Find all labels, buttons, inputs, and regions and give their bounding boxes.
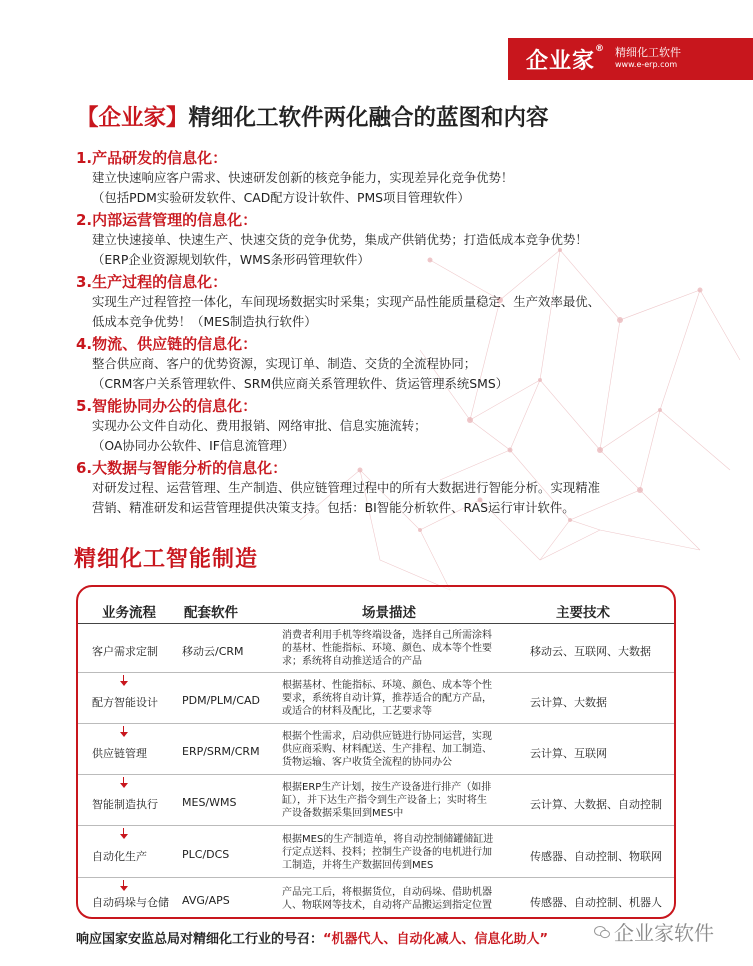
footer-quote: “机器代人、自动化减人、信息化助人”: [323, 932, 549, 947]
title-bracket-open: 【: [76, 105, 99, 131]
header-divider: [78, 623, 674, 624]
row-divider: [78, 774, 674, 775]
section-production: [76, 272, 676, 331]
section-heading: 2.内部运营管理的信息化：: [76, 211, 258, 229]
brand-logo: [508, 38, 753, 80]
row-divider: [78, 723, 674, 724]
row-divider: [78, 877, 674, 878]
row-software: PLC/DCS: [182, 848, 230, 861]
section-line: 实现办公文件自动化、费用报销、网络审批、信息实施流转；: [92, 418, 427, 433]
section-office: [76, 396, 676, 455]
section-line: （包括PDM实验研发软件、CAD配方设计软件、PMS项目管理软件）: [92, 189, 470, 205]
title-rest: 精细化工软件两化融合的蓝图和内容: [188, 105, 549, 131]
row-software: PDM/PLM/CAD: [182, 694, 260, 707]
section-heading: 5.智能协同办公的信息化：: [76, 397, 258, 415]
logo-text-block: [615, 47, 681, 71]
row-software: MES/WMS: [182, 796, 237, 809]
footer-slogan: [76, 928, 548, 947]
row-scene: 根据MES的生产制造单，将自动控制储罐储缸进 行定点送料、投料；控制生产设备的电机进行加 工制造，并将生产数据回传到MES: [282, 834, 494, 871]
manufacturing-table: [76, 585, 676, 919]
row-process: 供应链管理: [92, 747, 147, 760]
row-divider: [78, 825, 674, 826]
row-divider: [78, 672, 674, 673]
section-line: 实现生产过程管控一体化，车间现场数据实时采集；实现产品性能质量稳定、生产效率最优、: [92, 294, 601, 309]
row-process: 自动化生产: [92, 850, 147, 863]
section-line: （ERP企业资源规划软件，WMS条形码管理软件）: [92, 251, 370, 267]
section-product-rd: [76, 148, 676, 207]
section-line: 建立快速接单、快速生产、快速交货的竞争优势，集成产供销优势；打造低成本竞争优势！: [92, 232, 588, 247]
row-scene: 根据个性需求，启动供应链进行协同运营，实现 供应商采购、材料配送、生产排程、加工制造、 货物运输、客户收货全流程的协同办公: [282, 731, 492, 768]
section-line: 整合供应商、客户的优势资源，实现订单、制造、交货的全流程协同；: [92, 356, 477, 371]
section-heading: 3.生产过程的信息化：: [76, 273, 228, 291]
section-internal-ops: [76, 210, 676, 269]
row-software: ERP/SRM/CRM: [182, 745, 260, 758]
section-line: 对研发过程、运营管理、生产制造、供应链管理过程中的所有大数据进行智能分析。实现精准: [92, 480, 601, 495]
title-bracket-close: 】: [166, 105, 189, 131]
section-title-smart-manufacturing: 精细化工智能制造: [74, 547, 259, 572]
section-logistics: [76, 334, 676, 393]
header-process: 业务流程: [102, 605, 156, 621]
logo-brand: 企业家®: [526, 43, 606, 74]
wechat-icon: [594, 925, 610, 939]
section-heading: 1.产品研发的信息化：: [76, 149, 228, 167]
header-tech: 主要技术: [556, 605, 610, 621]
row-tech: 传感器、自动控制、机器人: [530, 896, 662, 909]
row-scene: 根据基材、性能指标、环境、颜色、成本等个性 要求，系统将自动计算，推荐适合的配方产品， 或适合的材料及配比，工艺要求等: [282, 680, 492, 717]
section-line: 建立快速响应客户需求、快速研发创新的核竞争能力，实现差异化竞争优势！: [92, 170, 514, 185]
row-process: 自动码垛与仓储: [92, 896, 169, 909]
header-software: 配套软件: [184, 605, 238, 621]
page-title: [76, 100, 549, 132]
section-heading: 6.大数据与智能分析的信息化：: [76, 459, 288, 477]
row-tech: 云计算、互联网: [530, 747, 607, 760]
section-bigdata: [76, 458, 676, 517]
header-scene: 场景描述: [362, 605, 416, 621]
title-brand: 企业家: [98, 105, 167, 131]
section-line: （OA协同办公软件、IF信息流管理）: [92, 437, 295, 453]
row-software: AVG/APS: [182, 894, 230, 907]
row-scene: 消费者利用手机等终端设备，选择自己所需涂料 的基材、性能指标、环境、颜色、成本等个性要 求；系统将自动推送适合的产品: [282, 630, 492, 667]
row-process: 配方智能设计: [92, 696, 158, 709]
section-line: 低成本竞争优势！（MES制造执行软件）: [92, 313, 317, 329]
row-tech: 云计算、大数据: [530, 696, 607, 709]
row-software: 移动云/CRM: [182, 645, 244, 658]
logo-url: www.e-erp.com: [615, 60, 678, 69]
section-heading: 4.物流、供应链的信息化：: [76, 335, 258, 353]
row-tech: 云计算、大数据、自动控制: [530, 798, 662, 811]
row-process: 客户需求定制: [92, 645, 158, 658]
watermark: [594, 917, 714, 946]
section-line: 营销、精准研发和运营管理提供决策支持。包括：BI智能分析软件、RAS运行审计软件。: [92, 499, 575, 515]
row-tech: 传感器、自动控制、物联网: [530, 850, 662, 863]
row-tech: 移动云、互联网、大数据: [530, 645, 651, 658]
informatization-sections: [76, 148, 676, 520]
footer-prefix: 响应国家安监总局对精细化工行业的号召：: [76, 932, 324, 947]
row-scene: 产品完工后，将根据货位，自动码垛、借助机器 人、物联网等技术，自动将产品搬运到指定位置: [282, 887, 492, 911]
row-scene: 根据ERP生产计划，按生产设备进行排产（如排 缸），并下达生产指令到生产设备上；实时将生 产设备数据采集回到MES中: [282, 782, 492, 819]
section-line: （CRM客户关系管理软件、SRM供应商关系管理软件、货运管理系统SMS）: [92, 375, 509, 391]
logo-subtitle: 精细化工软件: [615, 46, 682, 59]
row-process: 智能制造执行: [92, 798, 158, 811]
watermark-text: 企业家软件: [614, 921, 714, 945]
